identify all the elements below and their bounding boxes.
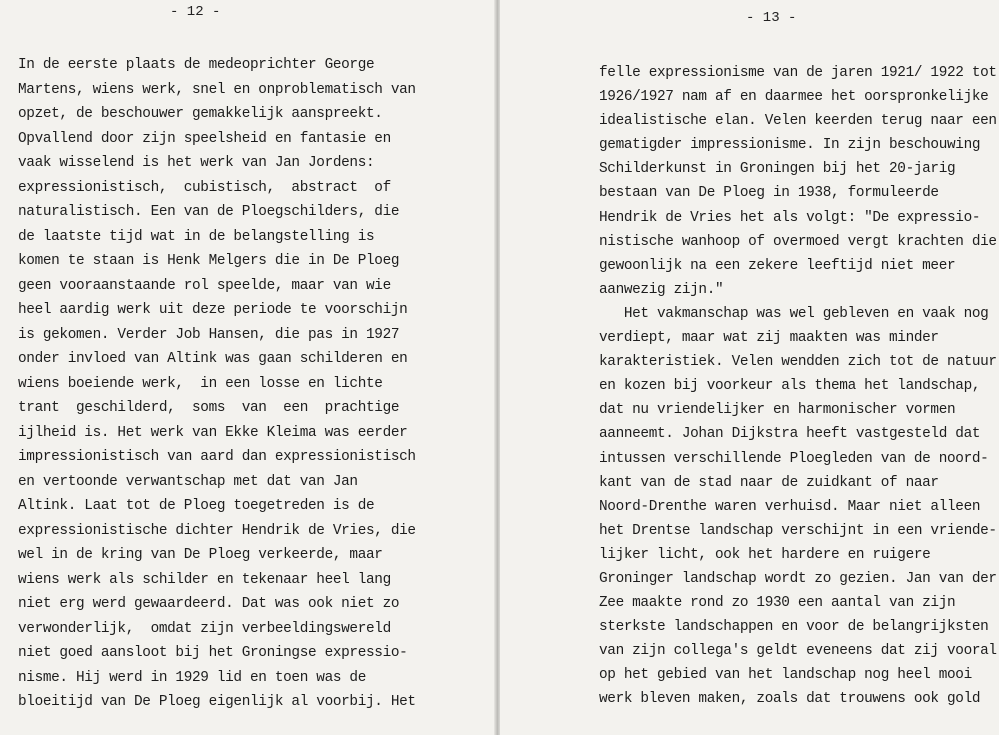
text-line: aanneemt. Johan Dijkstra heeft vastgesteld dat [599,426,981,443]
text-line: van zijn collega's geldt eveneens dat zij vooral [599,643,997,660]
text-line: het Drentse landschap verschijnt in een vriende- [599,522,997,539]
text-line: bloeitijd van De Ploeg eigenlijk al voorbij. Het [18,694,416,710]
text-line: gewoonlijk na een zekere leeftijd niet meer [599,257,956,274]
text-line: ijlheid is. Het werk van Ekke Kleima was eerder [18,424,408,441]
page-number-13: - 13 - [746,10,797,26]
text-line: karakteristiek. Velen wendden zich tot de natuur [599,354,997,371]
text-line: felle expressionisme van de jaren 1921/ 1922 tot [599,65,997,81]
text-line: opzet, de beschouwer gemakkelijk aanspreekt. [18,106,383,122]
text-line: niet goed aansloot bij het Groningse expressio- [18,645,408,661]
text-line: Schilderkunst in Groningen bij het 20-jarig [599,161,956,178]
text-line: de laatste tijd wat in de belangstelling is [18,228,375,245]
text-line: Opvallend door zijn speelsheid en fantasie en [18,130,391,147]
text-line: impressionistisch van aard dan expressionistisch [18,449,416,465]
text-line: expressionistische dichter Hendrik de Vries, die [18,522,416,539]
text-line: is gekomen. Verder Job Hansen, die pas in 1927 [18,326,400,343]
text-line: aanwezig zijn." [599,281,724,298]
text-line: verdiept, maar wat zij maakten was minder [599,330,939,347]
text-line: op het gebied van het landschap nog heel mooi [599,667,972,684]
text-line: werk bleven maken, zoals dat trouwens ook gold [599,691,981,708]
text-line: In de eerste plaats de medeoprichter George [18,57,375,73]
page-number-12: - 12 - [170,4,221,20]
text-line: bestaan van De Ploeg in 1938, formuleerde [599,185,939,202]
text-line: nistische wanhoop of overmoed vergt krachten die [599,233,997,250]
text-line: sterkste landschappen en voor de belangrijksten [599,619,989,636]
text-line: Altink. Laat tot de Ploeg toegetreden is de [18,498,375,514]
text-line: verwonderlijk, omdat zijn verbeeldingswereld [18,620,391,637]
text-line: wiens boeiende werk, in een losse en lichte [18,375,383,392]
text-line: Zee maakte rond zo 1930 een aantal van zijn [599,595,956,612]
text-line: heel aardig werk uit deze periode te voorschijn [18,302,408,318]
text-line: komen te staan is Henk Melgers die in De Ploeg [18,253,400,269]
text-line: intussen verschillende Ploegleden van de noord- [599,450,989,467]
text-line: wiens werk als schilder en tekenaar heel lang [18,571,391,588]
text-line: trant geschilderd, soms van een prachtige [18,400,400,416]
text-line: 1926/1927 nam af en daarmee het oorspronkelijke [599,89,989,106]
text-line: Groninger landschap wordt zo gezien. Jan van der [599,570,997,587]
text-line: dat nu vriendelijker en harmonischer vormen [599,402,956,419]
text-line: naturalistisch. Een van de Ploegschilders, die [18,204,400,220]
text-line: vaak wisselend is het werk van Jan Jordens: [18,155,375,171]
text-line: Noord-Drenthe waren verhuisd. Maar niet alleen [599,498,981,515]
text-line: Hendrik de Vries het als volgt: "De expressio- [599,209,981,226]
text-line: gematigder impressionisme. In zijn beschouwing [599,137,981,154]
text-line: lijker licht, ook het hardere en ruigere [599,546,931,563]
text-line: onder invloed van Altink was gaan schilderen en [18,351,408,367]
right-page [500,0,999,735]
text-line: niet erg werd gewaardeerd. Dat was ook niet zo [18,596,400,612]
text-line: en kozen bij voorkeur als thema het landschap, [599,378,981,395]
left-page-text [18,53,416,715]
text-line: geen vooraanstaande rol speelde, maar van wie [18,277,391,294]
left-page [0,0,497,735]
text-line: en vertoonde verwantschap met dat van Jan [18,473,358,490]
text-line: Martens, wiens werk, snel en onproblematisch van [18,81,416,98]
text-line: nisme. Hij werd in 1929 lid en toen was de [18,669,367,686]
text-line: wel in de kring van De Ploeg verkeerde, maar [18,547,383,563]
text-line: idealistische elan. Velen keerden terug naar een [599,113,997,130]
right-page-text [599,61,997,712]
text-line: Het vakmanschap was wel gebleven en vaak nog [599,305,989,322]
text-line: expressionistisch, cubistisch, abstract of [18,179,391,196]
text-line: kant van de stad naar de zuidkant of naar [599,474,939,491]
